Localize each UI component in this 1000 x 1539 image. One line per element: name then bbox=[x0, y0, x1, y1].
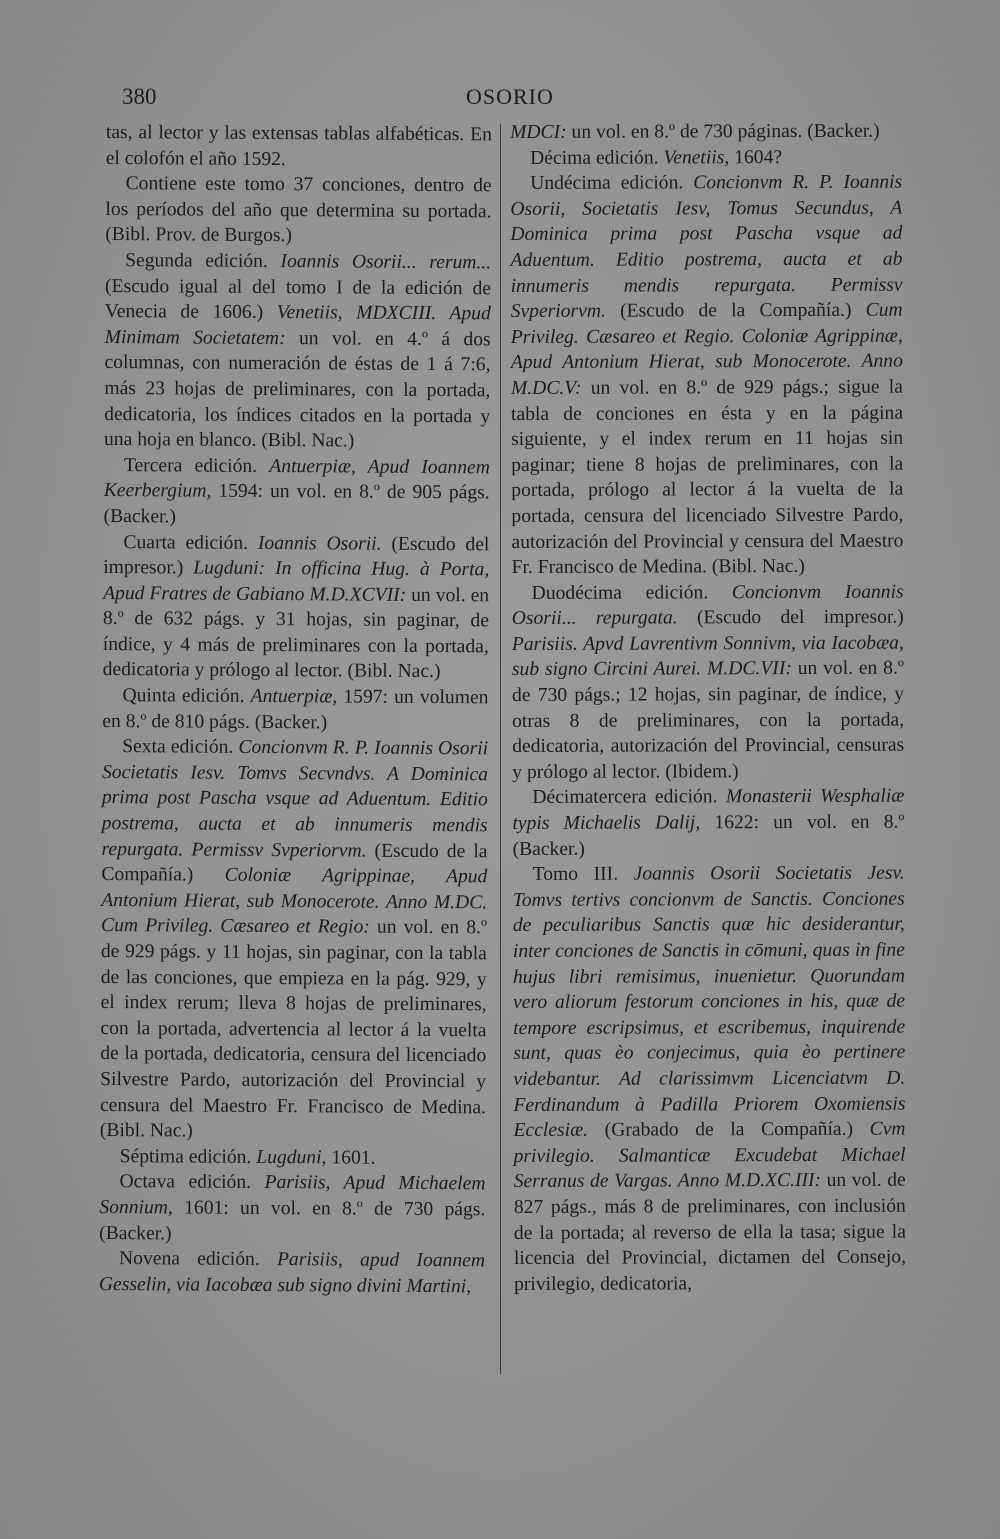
italic-title-text: Venetiis, MDXCIII. Apud Minimam Societatem: bbox=[104, 302, 491, 349]
italic-title-text: Concionvm R. P. Ioannis Osorii Societatis Iesv. Tomvs Secvndvs. A Dominica prima post Pascha vsque ad Aduentum. Editio postrema, aucta et ab innumeris mendis repurgata. Permissv Svperiorvm. bbox=[101, 737, 489, 862]
italic-title-text: Coloniæ Agrippinae, Apud Antonium Hierat, sub Monocerote. Anno M.DC. Cum Privileg. Cæsareo et Regio: bbox=[101, 864, 488, 939]
italic-title-text: Concionvm R. P. Ioannis Osorii, Societatis Iesv, Tomus Secundus, A Dominica prima post Pascha vsque ad Aduentum. Editio postrema, aucta et ab innumeris mendis repurgata. Permissv Svperiorvm. bbox=[510, 171, 903, 323]
body-text: (Escudo del impresor.) bbox=[677, 606, 904, 629]
body-text: (Escudo igual al del tomo I de la edición de Venecia de 1606.) bbox=[104, 275, 492, 324]
body-text: tas, al lector y las extensas tablas alfabéticas. En el colofón el año 1592. bbox=[105, 121, 492, 170]
body-text: (Grabado de la Compañía.) bbox=[588, 1118, 870, 1141]
body-text: un vol. en 8.º de 632 págs. y 31 hojas, sin paginar, de índice, y 4 más de preliminares con la portada, dedicatoria y prólogo al lector. (Bibl. Nac.) bbox=[102, 584, 490, 683]
page-number: 380 bbox=[122, 84, 157, 109]
body-text: Undécima edición. bbox=[530, 172, 694, 195]
italic-title-text: Antuerpiæ, Apud Ioannem Keerbergium, bbox=[103, 455, 490, 502]
italic-title-text: Joannis Osorii Societatis Jesv. Tomvs tertivs concionvm de Sanctis. Conciones de peculiaribus Sanctis quæ hic desiderantur, inter conciones de Sanctis in cōmuni, quas in fine hujus libri remisimus, inuenietur. Quorundam vero aliorum festorum conciones in his, quæ de tempore escripsimus, et escribemus, inquirende sunt, quas èo conjecimus, quia èo pertinere videbantur. Ad clarissimvm Licenciatvm D. Ferdinandum à Padilla Priorem Oxomiensis Ecclesiæ. bbox=[512, 862, 906, 1142]
italic-title-text: Ioannis Osorii... rerum... bbox=[280, 251, 492, 274]
body-text: Quinta edición. bbox=[122, 685, 251, 707]
body-text: (Escudo de la Compañía.) bbox=[101, 840, 488, 886]
italic-title-text: Concionvm Ioannis Osorii... repurgata. bbox=[511, 581, 904, 630]
paragraph-r4 bbox=[512, 784, 904, 862]
body-text: Segunda edición. bbox=[125, 250, 281, 273]
body-text: Novena edición. bbox=[118, 1248, 278, 1271]
body-text: (Escudo de la Compañía.) bbox=[605, 299, 866, 322]
paragraph-r0 bbox=[510, 119, 902, 146]
running-head: OSORIO bbox=[466, 84, 554, 109]
body-text: Octava edición. bbox=[119, 1171, 265, 1194]
italic-title-text: Ioannis Osorii. bbox=[257, 532, 382, 555]
body-text: (Escudo del impresor.) bbox=[103, 533, 490, 579]
italic-title-text: Antuerpiæ, bbox=[250, 685, 338, 708]
paragraph-r5 bbox=[513, 861, 907, 1297]
paragraph-l6 bbox=[100, 734, 488, 1146]
italic-title-text: Parisiis, apud Ioannem Gesselin, via Iacobæa sub signo divini Martini, bbox=[98, 1249, 486, 1297]
italic-title-text: Cvm privilegio. Salmanticæ Excudebat Michael Serranus de Vargas. Anno M.D.XC.III: bbox=[513, 1118, 906, 1193]
body-text: un vol. en 8.º de 730 págs.; 12 hojas, sin paginar, de índice, y otras 8 de preliminares, con la portada, dedicatoria, autorización del Provincial, censuras y prólogo al lector. (Ibidem.) bbox=[511, 658, 905, 783]
body-text: Décimatercera edición. bbox=[532, 786, 726, 809]
paragraph-l8 bbox=[99, 1169, 485, 1248]
italic-title-text: Cum Privileg. Cæsareo et Regio. Coloniæ Agrippinæ, Apud Antonium Hierat, sub Monocerote. Anno M.DC.V: bbox=[510, 299, 903, 399]
italic-title-text: MDCI: bbox=[510, 121, 567, 143]
left-column bbox=[99, 120, 492, 1300]
paragraph-l9 bbox=[99, 1246, 485, 1300]
body-text: Tomo III. bbox=[532, 863, 634, 886]
body-text: un vol. de 827 págs., más 8 de preliminares, con inclusión de la portada; al reverso de ella la tasa; sigue la licencia del Provincial, dictamen del Consejo, privilegio, dedicatoria, bbox=[513, 1169, 907, 1295]
paragraph-l5 bbox=[102, 683, 488, 737]
paragraph-r3 bbox=[512, 579, 905, 785]
body-text: Duodécima edición. bbox=[531, 581, 732, 604]
page-header bbox=[0, 84, 1000, 114]
italic-title-text: Lugduni: In officina Hug. à Porta, Apud Fratres de Gabiano M.D.XCVII: bbox=[103, 557, 490, 606]
body-text: Tercera edición. bbox=[123, 454, 270, 477]
paragraph-l2 bbox=[104, 248, 491, 455]
body-text: 1594: un vol. en 8.º de 905 págs. (Backer.) bbox=[103, 480, 490, 528]
paragraph-r2 bbox=[510, 170, 903, 581]
body-text: Séptima edición. bbox=[119, 1145, 257, 1168]
italic-title-text: Venetiis, bbox=[663, 146, 730, 169]
body-text: un vol. en 4.º á dos columnas, con numeración de éstas de 1 á 7:6, más 23 hojas de preliminares, con la portada, dedicatoria, los índices citados en la portada y una hoja en blanco. (Bibl. Nac.) bbox=[103, 327, 491, 452]
right-column bbox=[510, 119, 906, 1298]
body-text: Contiene este tomo 37 conciones, dentro de los períodos del año que determina su portada. (Bibl. Prov. de Burgos.) bbox=[105, 173, 492, 247]
paragraph-l0 bbox=[106, 120, 492, 174]
paragraph-r1 bbox=[510, 144, 902, 171]
italic-title-text: Parisiis. Apvd Lavrentivm Sonnivm, via Iacobæa, sub signo Circini Aurei. M.DC.VII: bbox=[511, 632, 904, 681]
body-text: un vol. en 8.º de 929 págs.; sigue la tabla de conciones en ésta y en la página siguiente, y el index rerum en 11 hojas sin paginar; tiene 8 hojas de preliminares, con la portada, prólogo al lector á la vuelta de la portada, censura del licenciado Silvestre Pardo, autorización del Provincial y censura del Maestro Fr. Francisco de Medina. (Bibl. Nac.) bbox=[510, 376, 904, 579]
body-text: Décima edición. bbox=[530, 147, 664, 169]
paragraph-l4 bbox=[103, 529, 490, 685]
body-text: Cuarta edición. bbox=[123, 531, 258, 554]
body-text: 1622: un vol. en 8.º (Backer.) bbox=[512, 811, 905, 860]
italic-title-text: Monasterii Wesphaliæ typis Michaelis Dalij, bbox=[512, 786, 905, 835]
body-text: 1604? bbox=[729, 146, 783, 168]
paragraph-l7 bbox=[100, 1144, 486, 1172]
body-text: 1597: un volumen en 8.º de 810 págs. (Backer.) bbox=[102, 686, 489, 734]
italic-title-text: Lugduni, bbox=[256, 1146, 327, 1169]
paragraph-l1 bbox=[105, 171, 491, 250]
body-text: 1601: un vol. en 8.º de 730 págs. (Backer.) bbox=[99, 1197, 486, 1244]
body-text: Sexta edición. bbox=[122, 736, 239, 759]
body-text: un vol. en 8.º de 929 págs. y 11 hojas, sin paginar, con la tabla de las conciones, que empieza en la pág. 929, y el index rerum; lleva 8 hojas de preliminares, con la portada, advertencia al lector á la vuelta de la portada, dedicatoria, censura del licenciado Silvestre Pardo, autorización del Provincial y censura del Maestro Fr. Francisco de Medina. (Bibl. Nac.) bbox=[99, 917, 488, 1142]
paragraph-l3 bbox=[103, 453, 489, 532]
column-rule bbox=[500, 124, 501, 1374]
italic-title-text: Parisiis, Apud Michaelem Sonnium, bbox=[99, 1172, 486, 1219]
body-text: 1601. bbox=[326, 1147, 376, 1169]
body-text: un vol. en 8.º de 730 páginas. (Backer.) bbox=[566, 120, 880, 143]
